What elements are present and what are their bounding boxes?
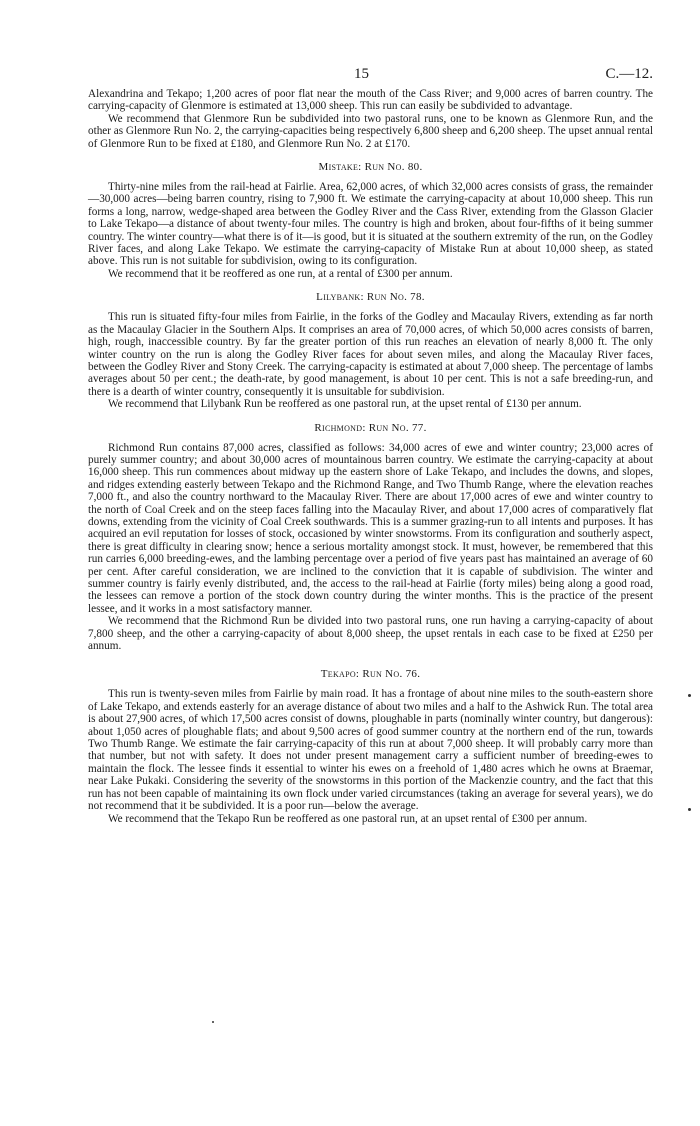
paragraph-mistake-recommendation: We recommend that it be reoffered as one run, at a rental of £300 per annum. [108, 267, 453, 280]
document-reference: C.—12. [605, 66, 653, 82]
paragraph-glenmore-continued: Alexandrina and Tekapo; 1,200 acres of poor flat near the mouth of the Cass River; and 9,000 acres of barren country. The carrying-capacity of Glenmore is estimated at 13,000 sheep. This run can easily be subdivided to advantage. [88, 88, 653, 113]
run-name: Mistake [318, 161, 359, 174]
paragraph-tekapo-description: This run is twenty-seven miles from Fairlie by main road. It has a frontage of about nine miles to the south-eastern shore of Lake Tekapo, and extends easterly for an average distance of about two miles and a half to the Ashwick Run. The total area is about 27,900 acres, of which 17,500 acres consist of downs, ploughable in parts (nominally winter country, but dangerous): about 1,050 acres of ploughable flats; and about 9,500 acres of good summer country at the northern end of the run, towards Two Thumb Range. We estimate the fair carrying-capacity of this run at about 7,000 sheep. It will probably carry more than that number, but not with safety. It does not under present management carry a sufficient number of breeding-ewes to maintain the flock. The lessee finds it essential to winter his ewes on a freehold of 1,480 acres which he owns at Braemar, near Lake Pukaki. Considering the severity of the snowstorms in this portion of the Mackenzie country, and the fact that this run has not been capable of maintaining its own flock under varied circumstances (taking an average for several years), we do not recommend that it be subdivided. It is a poor run—below the average. [88, 688, 653, 813]
page-number: 15 [354, 66, 369, 82]
section-heading-tekapo: Tekapo: Run No. 76. [320, 668, 421, 681]
run-number: Run No. 78. [366, 291, 425, 304]
scan-speck [688, 808, 691, 811]
paragraph-glenmore-recommendation: We recommend that Glenmore Run be subdivided into two pastoral runs, one to be known as Glenmore Run, and the other as Glenmore Run No. 2, the carrying-capacities being respectively 6,800 sheep and 6,200 sheep. The upset annual rental of Glenmore Run to be fixed at £180, and Glenmore Run No. 2 at £170. [88, 112, 653, 150]
section-heading-lilybank: Lilybank: Run No. 78. [316, 291, 425, 304]
run-number: Run No. 76. [362, 668, 421, 681]
run-name: Tekapo [320, 668, 356, 681]
section-heading-mistake: Mistake: Run No. 80. [318, 161, 423, 174]
page-header [88, 66, 653, 88]
paragraph-richmond-description: Richmond Run contains 87,000 acres, classified as follows: 34,000 acres of ewe and winter country; 23,000 acres of purely summer country; and about 30,000 acres of mountainous barren country. We estimate the carrying-capacity at about 16,000 sheep. This run commences about midway up the eastern shore of Lake Tekapo, and includes the downs, and slopes, and ridges extending easterly between Tekapo and the Richmond Range, and Two Thumb Range, where the elevation reaches 7,000 ft., and also the country northward to the Macaulay River. There are about 17,000 acres of ewe and winter country to the north of Coal Creek and on the steep faces falling into the Macaulay River, and about 17,000 acres of comparatively flat downs, extending from the vicinity of Coal Creek southwards. This is a summer grazing-run to all intents and purposes. It has acquired an evil reputation for losses of stock, occasioned by winter snowstorms. From its configuration and southerly aspect, there is great difficulty in clearing snow; hence a serious mortality amongst stock. It must, however, be remembered that this run carries 6,000 breeding-ewes, and the lambing percentage over a period of five years past has maintained an average of 60 per cent. After careful consideration, we are inclined to the conviction that it is capable of subdivision. The winter and summer country is fairly evenly distributed, and, the access to the rail-head at Fairlie (forty miles) being along a good road, the lessees can remove a portion of the stock down country during the winter months. This is the practice of the present lessee, and it works in a most satisfactory manner. [88, 441, 653, 615]
run-name: Lilybank [316, 291, 361, 304]
document-page [88, 66, 653, 825]
scan-speck [688, 694, 691, 697]
run-number: Run No. 80. [364, 161, 423, 174]
paragraph-richmond-recommendation: We recommend that the Richmond Run be divided into two pastoral runs, one run having a carrying-capacity of about 7,800 sheep, and the other a carrying-capacity of about 8,000 sheep, the upset rentals in each case to be fixed at £250 per annum. [88, 615, 653, 653]
section-heading-richmond: Richmond: Run No. 77. [314, 421, 427, 434]
paragraph-tekapo-recommendation: We recommend that the Tekapo Run be reoffered as one pastoral run, at an upset rental of £300 per annum. [108, 812, 588, 825]
paragraph-lilybank-recommendation: We recommend that Lilybank Run be reoffered as one pastoral run, at the upset rental of £130 per annum. [108, 398, 582, 411]
run-name: Richmond [314, 421, 363, 434]
run-number: Run No. 77. [368, 421, 427, 434]
paragraph-mistake-description: Thirty-nine miles from the rail-head at Fairlie. Area, 62,000 acres, of which 32,000 acres consists of grass, the remainder—30,000 acres—being barren country, rising to 7,900 ft. We estimate the carrying-capacity at about 10,000 sheep. This run forms a long, narrow, wedge-shaped area between the Godley River and the Cass River, extending from the Glasson Glacier to Lake Tekapo—a distance of about twenty-four miles. The country is high and broken, about four-fifths of it being summer country. The winter country—what there is of it—is good, but it is situated at the southern extremity of the run, on the Godley River faces, and along Lake Tekapo. We estimate the carrying-capacity of Mistake Run at about 10,000 sheep, as stated above. This run is not suitable for subdivision, owing to its configuration. [88, 181, 653, 268]
paragraph-lilybank-description: This run is situated fifty-four miles from Fairlie, in the forks of the Godley and Macaulay Rivers, extending as far north as the Macaulay Glacier in the Southern Alps. It comprises an area of 70,000 acres, of which 50,000 acres consists of barren, high, rough, inaccessible country. By far the greater portion of this run reaches an elevation of nearly 8,000 ft. The only winter country on the run is along the Godley River faces for about seven miles, and along the Macaulay River faces, between the Godley River and Stony Creek. The carrying-capacity is estimated at about 7,000 sheep. The percentage of lambs averages about 50 per cent.; the death-rate, by good management, is about 10 per cent. This is not a safe breeding-run, and there is a dearth of winter country, consequently it is unsuitable for subdivision. [88, 311, 653, 398]
scan-speck [212, 1021, 214, 1023]
